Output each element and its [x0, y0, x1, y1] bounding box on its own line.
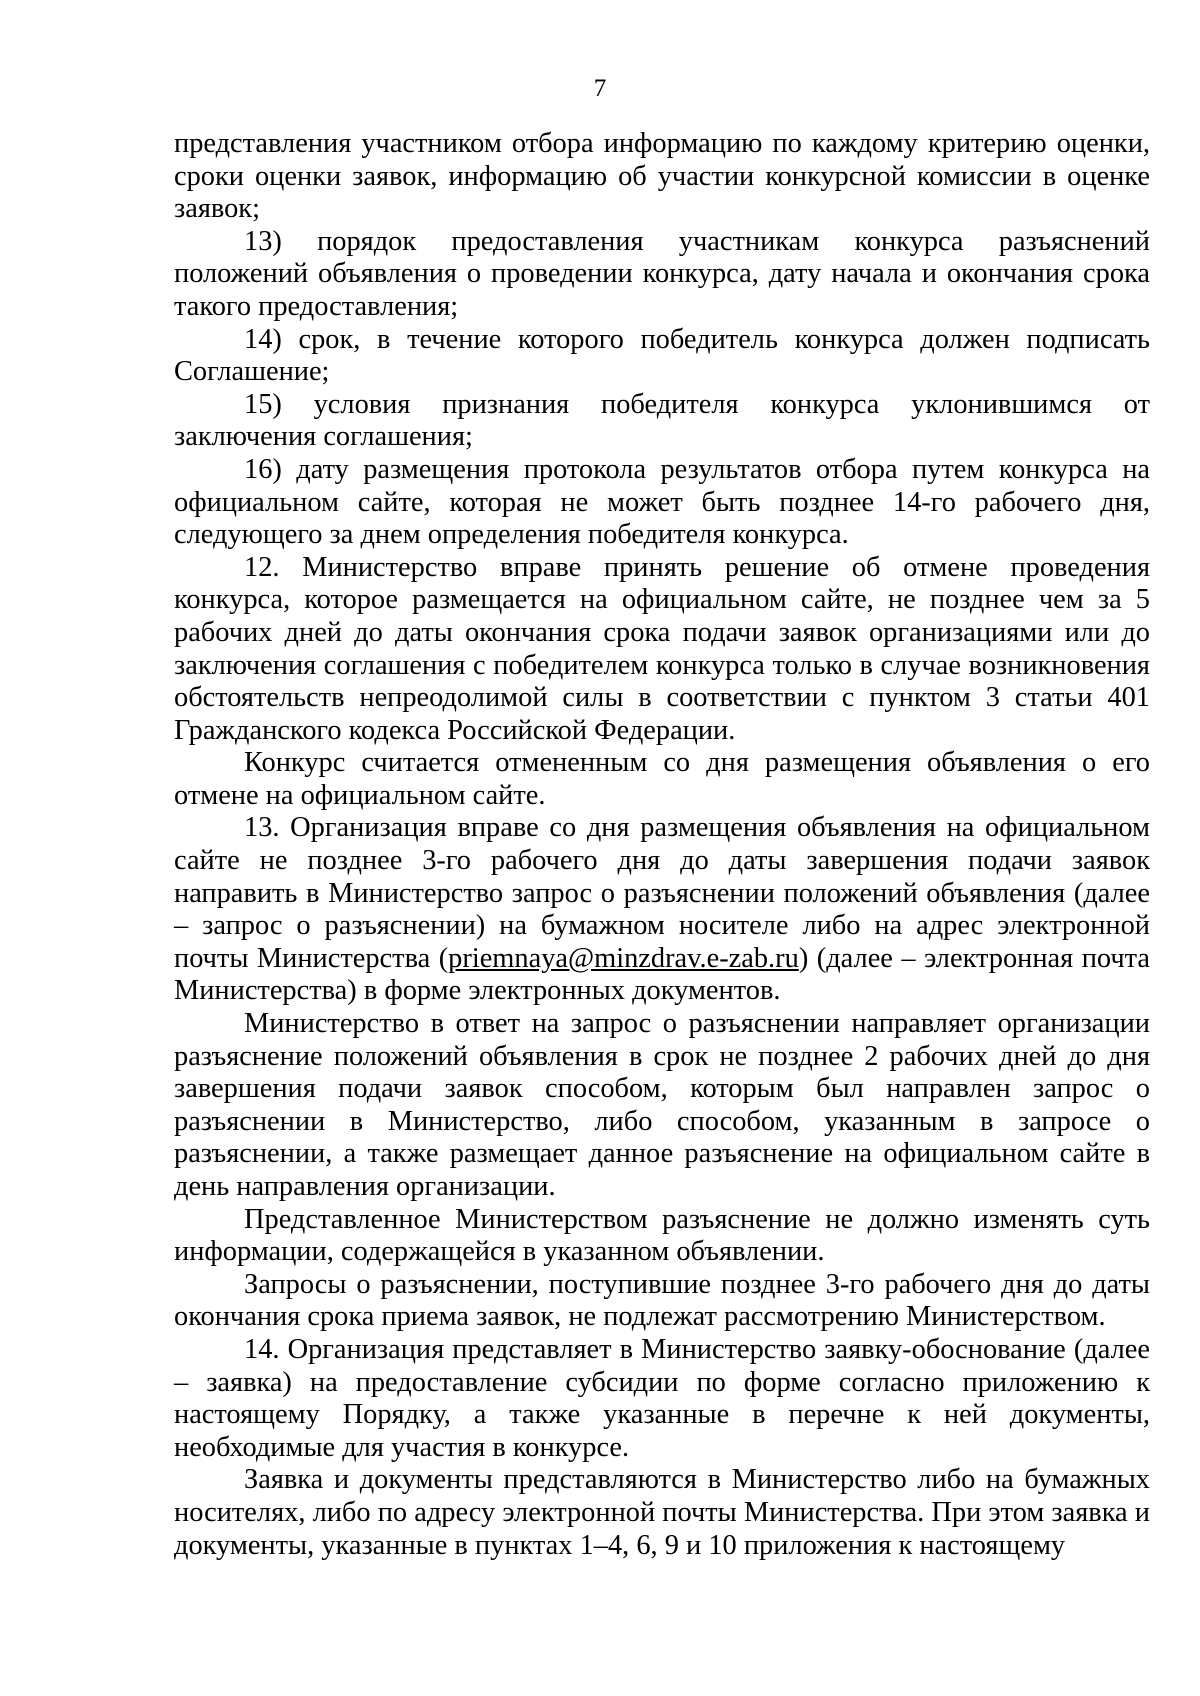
paragraph-clause-12: 12. Министерство вправе принять решение об отмене проведения конкурса, которое размещается на официальном сайте, не позднее чем за 5 рабочих дней до даты окончания срока подачи заявок организациями или до заключения соглашения с победителем конкурса только в случае возникновения обстоятельств непреодолимой силы в соответствии с пунктом 3 статьи 401 Гражданского кодекса Российской Федерации. [174, 551, 1150, 746]
paragraph-continuation: представления участником отбора информацию по каждому критерию оценки, сроки оценки заявок, информацию об участии конкурсной комиссии в оценке заявок; [174, 128, 1150, 225]
paragraph-cancellation: Конкурс считается отмененным со дня размещения объявления о его отмене на официальном сайте. [174, 747, 1150, 811]
paragraph-item-14: 14) срок, в течение которого победитель конкурса должен подписать Соглашение; [174, 323, 1150, 388]
clause-13-text-before: 13. Организация вправе со дня размещения объявления на официальном сайте не позднее 3-го рабочего дня до даты завершения подачи заявок направить в Министерство запрос о разъяснении положений объявления (далее – запрос о разъяснении) на бумажном носителе либо на адрес электронной почты Министерства ( [174, 812, 1150, 974]
paragraph-item-16: 16) дату размещения протокола результатов отбора путем конкурса на официальном сайте, которая не может быть позднее 14-го рабочего дня, следующего за днем определения победителя конкурса. [174, 453, 1150, 551]
paragraph-item-13: 13) порядок предоставления участникам конкурса разъяснений положений объявления о проведении конкурса, дату начала и окончания срока такого предоставления; [174, 225, 1150, 322]
paragraph-submission: Заявка и документы представляются в Министерство либо на бумажных носителях, либо по адресу электронной почты Министерства. При этом заявка и документы, указанные в пунктах 1–4, 6, 9 и 10 приложения к настоящему [174, 1464, 1150, 1561]
page-number: 7 [593, 75, 607, 102]
paragraph-ministry-response: Министерство в ответ на запрос о разъяснении направляет организации разъяснение положений объявления в срок не позднее 2 рабочих дней до дня завершения подачи заявок способом, которым был направлен запрос о разъяснении в Министерство, либо способом, указанным в запросе о разъяснении, а также размещает данное разъяснение на официальном сайте в день направления организации. [174, 1008, 1150, 1202]
paragraph-clause-14: 14. Организация представляет в Министерство заявку-обоснование (далее – заявка) на предоставление субсидии по форме согласно приложению к настоящему Порядку, а также указанные в перечне к ней документы, необходимые для участия в конкурсе. [174, 1333, 1150, 1463]
paragraph-clarification-scope: Представленное Министерством разъяснение не должно изменять суть информации, содержащейся в указанном объявлении. [174, 1203, 1150, 1268]
paragraph-item-15: 15) условия признания победителя конкурса уклонившимся от заключения соглашения; [174, 388, 1150, 453]
email-link[interactable]: priemnaya@minzdrav.e-zab.ru [448, 942, 799, 974]
paragraph-late-requests: Запросы о разъяснении, поступившие позднее 3-го рабочего дня до даты окончания срока приема заявок, не подлежат рассмотрению Министерством. [174, 1268, 1150, 1333]
clause-13-text-after: ) (далее – электронная почта Министерства) в форме электронных документов. [174, 942, 1150, 1007]
document-body [174, 128, 1150, 1562]
paragraph-clause-13 [174, 812, 1150, 1008]
